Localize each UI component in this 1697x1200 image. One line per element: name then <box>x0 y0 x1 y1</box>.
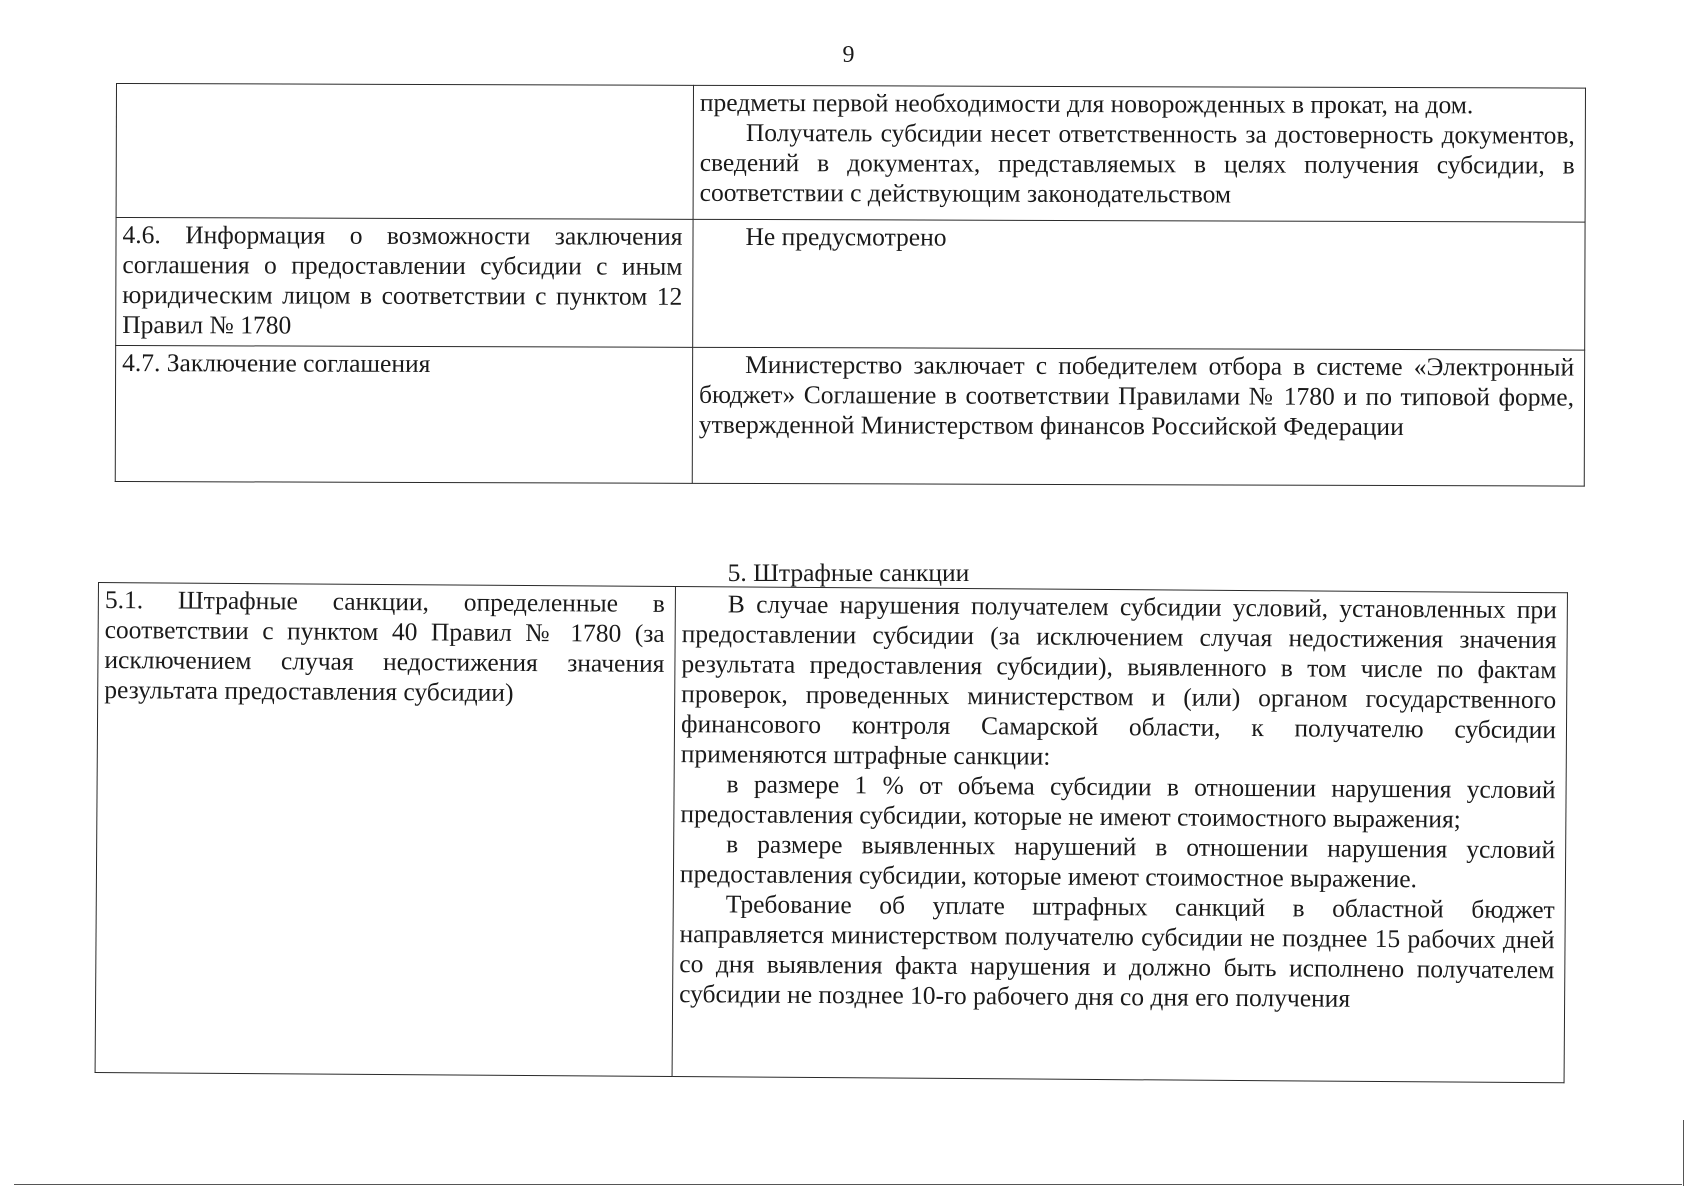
table-row <box>95 583 1567 1083</box>
table-row <box>116 218 1585 351</box>
item-5-1-label: 5.1. Штрафные санкции, определенные в соответствии с пунктом 40 Правил № 1780 (за исключением случая недостижения значения результата предоставления субсидии) <box>104 585 665 707</box>
paragraph: в размере выявленных нарушений в отношении нарушения условий предоставления субсидии, которые имеют стоимостное выражение. <box>679 829 1556 894</box>
table-cell-left <box>95 583 675 1077</box>
paragraph: Требование об уплате штрафных санкций в областной бюджет направляется министерством получателю субсидии не позднее 15 рабочих дней со дня выявления факта нарушения и должно быть исполнено получателем субсидии не позднее 10-го рабочего дня со дня его получения <box>679 889 1555 1013</box>
table-cell-right <box>693 219 1585 350</box>
item-4-7-value: Министерство заключает с победителем отбора в системе «Электронный бюджет» Соглашение в соответствии Правилами № 1780 и по типовой форме, утвержденной Министерством финансов Российской Федерации <box>698 349 1575 442</box>
paragraph: в размере 1 % от объема субсидии в отношении нарушения условий предоставления субсидии, которые не имеют стоимостного выражения; <box>680 769 1556 834</box>
page-number: 9 <box>842 42 855 68</box>
table-cell-left <box>115 346 692 484</box>
section-title: 5. Штрафные санкции <box>727 558 970 587</box>
table-row <box>115 346 1584 487</box>
table-cell-right <box>693 85 1585 222</box>
paragraph: Получатель субсидии несет ответственность за достоверность документов, сведений в документах, представляемых в целях получения субсидии, в соответствии с действующим законодательством <box>699 117 1575 209</box>
scan-edge-line <box>14 1184 1682 1185</box>
table-cell-left <box>116 84 693 220</box>
item-4-6-value: Не предусмотрено <box>745 221 947 252</box>
paragraph: В случае нарушения получателем субсидии условий, установленных при предоставлении субсидии (за исключением случая недостижения значения результата предоставления субсидии), выявленного в том числе по фактам проверок, проведенных министерством и (или) органом государственного финансового контроля Самарской области, к получателю субсидии применяются штрафные санкции: <box>680 589 1557 771</box>
item-4-6-label: 4.6. Информация о возможности заключения соглашения о предоставлении субсидии с иным юридическим лицом в соответствии с пунктом 12 Правил № 1780 <box>122 220 683 340</box>
paragraph: предметы первой необходимости для новорожденных в прокат, на дом. <box>699 87 1474 120</box>
table-cell-left <box>116 218 693 348</box>
item-4-7-label: 4.7. Заключение соглашения <box>122 348 431 378</box>
table-cell-right <box>672 587 1567 1083</box>
penalties-table <box>95 582 1568 1083</box>
conditions-table <box>115 83 1586 487</box>
table-row <box>116 84 1585 223</box>
table-cell-right <box>692 347 1584 486</box>
scan-edge-line-vertical <box>1683 1120 1684 1186</box>
